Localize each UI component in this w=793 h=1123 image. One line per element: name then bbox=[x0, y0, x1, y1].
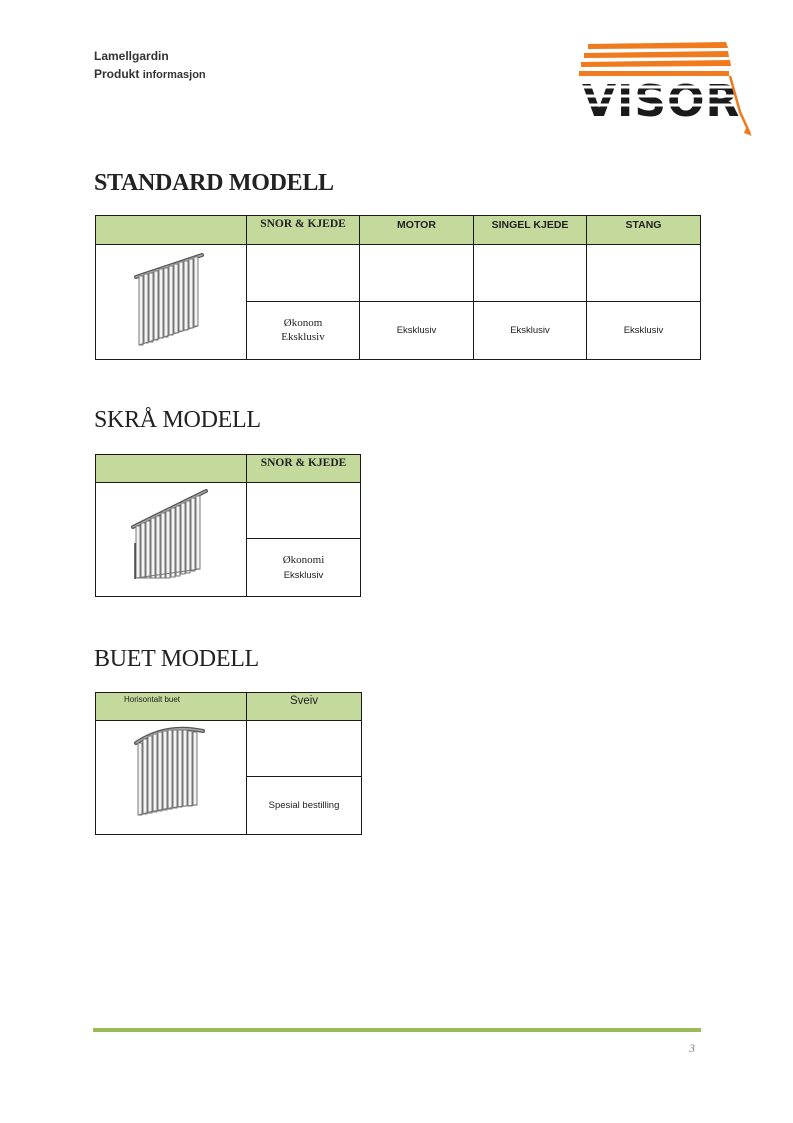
table-cell bbox=[360, 245, 474, 302]
skra-model-table bbox=[95, 454, 361, 597]
page-number: 3 bbox=[689, 1041, 695, 1055]
header-cell-sveiv: Sveiv bbox=[247, 693, 362, 721]
cell-line: Økonomi bbox=[282, 553, 325, 566]
vertical-blind-illustration bbox=[96, 245, 247, 354]
header-cell-empty bbox=[96, 216, 247, 245]
header-subtitle-small: informasjon bbox=[142, 69, 206, 81]
section-title-buet: BUET MODELL bbox=[94, 646, 259, 672]
table-cell-spesial-bestilling: Spesial bestilling bbox=[247, 776, 362, 834]
cell-line: Eksklusiv bbox=[283, 569, 324, 581]
table-cell-eksklusiv: Eksklusiv bbox=[360, 301, 474, 359]
section-title-skra: SKRÅ MODELL bbox=[94, 407, 261, 433]
footer-divider bbox=[93, 1028, 701, 1032]
document-header bbox=[94, 47, 206, 84]
header-cell-horisontalt-buet: Horisontalt buet bbox=[96, 693, 247, 721]
table-cell bbox=[247, 245, 360, 302]
table-header-row bbox=[96, 693, 362, 721]
table-cell bbox=[247, 721, 362, 777]
table-cell bbox=[587, 245, 701, 302]
header-subtitle-main: Produkt bbox=[94, 67, 140, 81]
blind-image-cell bbox=[96, 483, 247, 597]
table-header-row bbox=[96, 216, 701, 245]
section-title-standard: STANDARD MODELL bbox=[94, 170, 334, 196]
standard-model-table bbox=[95, 215, 701, 360]
curved-blind-illustration bbox=[96, 721, 247, 829]
header-cell-stang: STANG bbox=[587, 216, 701, 245]
table-cell-okonomi-eksklusiv bbox=[247, 538, 361, 596]
cell-line: Økonom bbox=[283, 317, 323, 330]
blind-image-cell bbox=[96, 245, 247, 360]
header-subtitle bbox=[94, 65, 206, 84]
visor-logo bbox=[576, 40, 752, 138]
table-row bbox=[96, 483, 361, 539]
table-cell-okonom-eksklusiv bbox=[247, 301, 360, 359]
table-header-row bbox=[96, 455, 361, 483]
header-cell-singel-kjede: SINGEL KJEDE bbox=[474, 216, 587, 245]
table-row bbox=[96, 245, 701, 302]
header-cell-motor: MOTOR bbox=[360, 216, 474, 245]
table-cell-eksklusiv: Eksklusiv bbox=[587, 301, 701, 359]
table-cell bbox=[247, 483, 361, 539]
header-cell-snor-kjede: SNOR & KJEDE bbox=[247, 455, 361, 483]
header-cell-empty bbox=[96, 455, 247, 483]
header-cell-snor-kjede: SNOR & KJEDE bbox=[247, 216, 360, 245]
table-cell-eksklusiv: Eksklusiv bbox=[474, 301, 587, 359]
cell-line: Eksklusiv bbox=[281, 331, 325, 344]
table-cell bbox=[474, 245, 587, 302]
table-row bbox=[96, 721, 362, 777]
svg-text:VISOR: VISOR bbox=[582, 76, 741, 127]
buet-model-table bbox=[95, 692, 362, 835]
blind-image-cell bbox=[96, 721, 247, 835]
header-title: Lamellgardin bbox=[94, 49, 169, 63]
slanted-blind-illustration bbox=[96, 483, 247, 591]
